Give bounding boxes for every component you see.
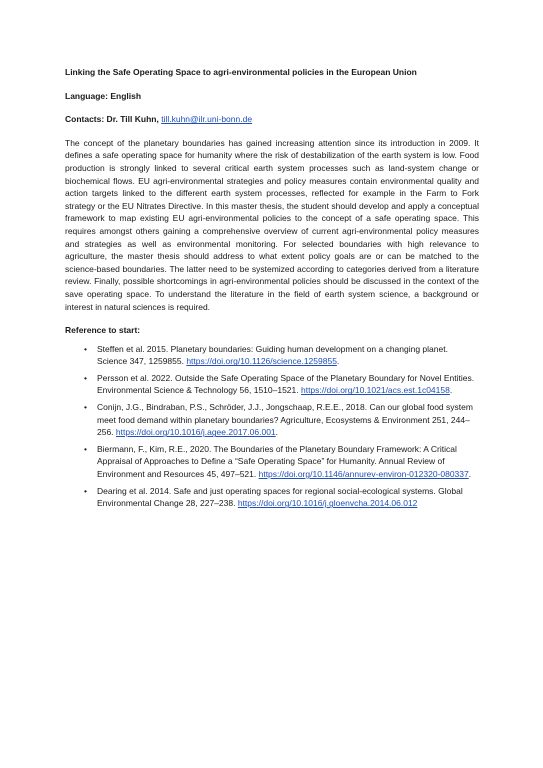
reference-tail: . <box>336 356 340 367</box>
reference-doi-link[interactable]: https://doi.org/10.1126/science.1259855 <box>186 356 337 367</box>
reference-item <box>65 443 479 481</box>
reference-doi-link[interactable]: https://doi.org/10.1016/j.gloenvcha.2014.06.012 <box>237 498 418 509</box>
bullet: • <box>84 443 87 454</box>
reference-doi-link[interactable]: https://doi.org/10.1021/acs.est.1c04158 <box>300 385 450 396</box>
reference-item <box>65 372 479 397</box>
contact-email-link[interactable]: till.kuhn@ilr.uni-bonn.de <box>161 114 253 125</box>
description-paragraph: The concept of the planetary boundaries has gained increasing attention since its introduction in 2009. It defines a safe operating space for humanity where the risk of destabilization of the earth system is low. Food production is strongly linked to several critical earth system processes such as land-system change or biochemical flows. EU agri-environmental strategies and policy measures contain environmental quality and action targets linked to the different earth system processes, reflected for example in the Farm to Fork strategy or the EU Nitrates Directive. In this master thesis, the student should develop and apply a conceptual framework to map existing EU agri-environmental policies to the concept of a safe operating space. This requires amongst others gaining a comprehensive overview of current agri-environmental policy measures and strategies as well as environmental monitoring. For selected boundaries with high relevance to agriculture, the master thesis should address to what extent policy goals are or can be matched to the science-based boundaries. The latter need to be systemized according to categories derived from a literature review. Finally, possible shortcomings in agri-environmental policies should be discussed in the context of the save operating space. To understand the literature in the field of earth system science, a background or interest in natural sciences is required. <box>65 137 479 312</box>
reference-tail: . <box>449 385 453 396</box>
reference-item <box>65 485 479 510</box>
references-heading: Reference to start: <box>65 325 141 336</box>
reference-tail: . <box>468 469 472 480</box>
document-page <box>65 66 479 514</box>
reference-tail: . <box>275 427 279 438</box>
document-title: Linking the Safe Operating Space to agri-environmental policies in the European Union <box>65 67 417 77</box>
reference-text: Biermann, F., Kim, R.E., 2020. The Boundaries of the Planetary Boundary Framework: A Critical Appraisal of Approaches to Define a “Safe Operating Space” for Humanity. Annual Review of Environment and Resources 45, 497–521. <box>97 443 457 480</box>
reference-text: Steffen et al. 2015. Planetary boundaries: Guiding human development on a changing planet. Science 347, 1259855. <box>97 343 448 367</box>
contacts-line <box>65 113 479 126</box>
reference-item <box>65 343 479 368</box>
reference-list <box>65 343 479 510</box>
reference-item <box>65 401 479 439</box>
reference-text: Conijn, J.G., Bindraban, P.S., Schröder, J.J., Jongschaap, R.E.E., 2018. Can our global food system meet food demand within planetary boundaries? Agriculture, Ecosystems & Environment 251, 244–256. <box>97 402 473 438</box>
bullet: • <box>84 402 87 413</box>
bullet: • <box>84 343 87 354</box>
bullet: • <box>84 485 87 496</box>
contacts-label: Contacts: Dr. Till Kuhn, <box>65 114 159 125</box>
reference-doi-link[interactable]: https://doi.org/10.1146/annurev-environ-012320-080337 <box>258 469 469 480</box>
reference-text: Dearing et al. 2014. Safe and just operating spaces for regional social-ecological systems. Global Environmental Change 28, 227–238. <box>97 485 463 509</box>
bullet: • <box>84 372 87 383</box>
reference-doi-link[interactable]: https://doi.org/10.1016/j.agee.2017.06.001 <box>115 427 276 438</box>
language-line: Language: English <box>65 90 142 101</box>
reference-text: Persson et al. 2022. Outside the Safe Operating Space of the Planetary Boundary for Novel Entities. Environmental Science & Technology 56, 1510–1521. <box>97 372 475 396</box>
